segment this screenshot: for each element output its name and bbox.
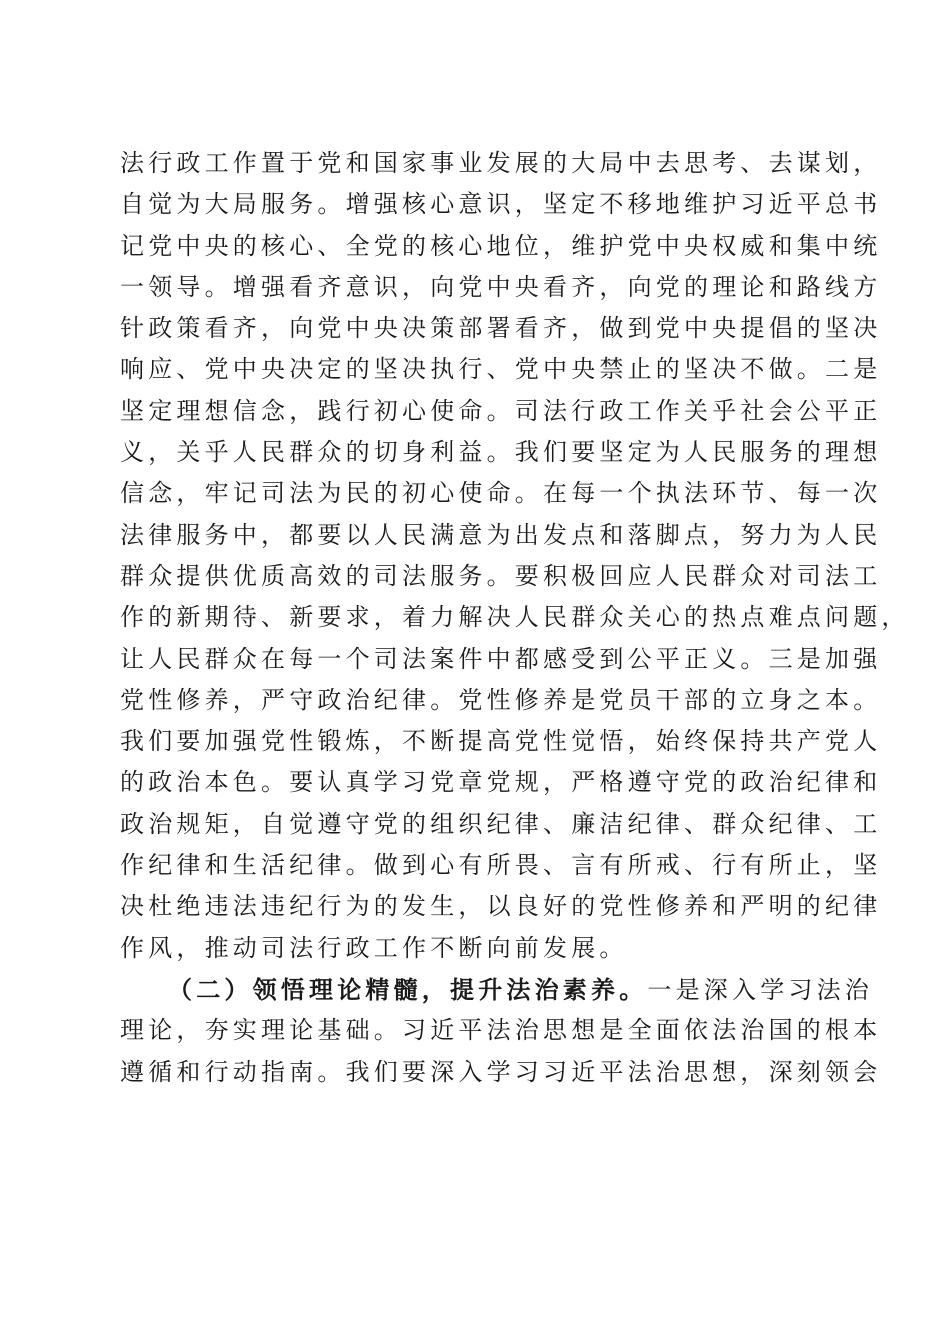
text-line: 我们要加强党性锻炼，不断提高党性觉悟，始终保持共产党人 — [120, 727, 882, 756]
text-line: 记党中央的核心、全党的核心地位，维护党中央权威和集中统 — [120, 231, 882, 260]
text-line: 针政策看齐，向党中央决策部署看齐，做到党中央提倡的坚决 — [120, 314, 882, 343]
text-line: 自觉为大局服务。增强核心意识，坚定不移地维护习近平总书 — [120, 190, 882, 219]
text-line: 作的新期待、新要求，着力解决人民群众关心的热点难点问题， — [120, 603, 910, 632]
text-line: 作风，推动司法行政工作不断向前发展。 — [120, 933, 628, 962]
text-line: 作纪律和生活纪律。做到心有所畏、言有所戒、行有所止，坚 — [120, 851, 882, 880]
text-line: 政治规矩，自觉遵守党的组织纪律、廉洁纪律、群众纪律、工 — [120, 809, 882, 838]
text-line: 群众提供优质高效的司法服务。要积极回应人民群众对司法工 — [120, 561, 882, 590]
text-line: 遵循和行动指南。我们要深入学习习近平法治思想，深刻领会 — [120, 1057, 882, 1086]
text-line: 坚定理想信念，践行初心使命。司法行政工作关乎社会公平正 — [120, 396, 882, 425]
text-line: 让人民群众在每一个司法案件中都感受到公平正义。三是加强 — [120, 644, 882, 673]
text-line: 法律服务中，都要以人民满意为出发点和落脚点，努力为人民 — [120, 520, 882, 549]
document-page — [120, 143, 910, 1093]
section-heading: （二）领悟理论精髓，提升法治素养。 — [168, 974, 648, 1004]
section-text: 一是深入学习法治 — [647, 975, 874, 1004]
section-heading-line — [120, 969, 874, 1010]
text-line: 信念，牢记司法为民的初心使命。在每一个执法环节、每一次 — [120, 479, 882, 508]
text-line: 的政治本色。要认真学习党章党规，严格遵守党的政治纪律和 — [120, 768, 882, 797]
text-line: 理论，夯实理论基础。习近平法治思想是全面依法治国的根本 — [120, 1016, 882, 1045]
text-line: 党性修养，严守政治纪律。党性修养是党员干部的立身之本。 — [120, 685, 882, 714]
text-line: 法行政工作置于党和国家事业发展的大局中去思考、去谋划， — [120, 149, 882, 177]
text-line: 响应、党中央决定的坚决执行、党中央禁止的坚决不做。二是 — [120, 355, 882, 384]
text-line: 一领导。增强看齐意识，向党中央看齐，向党的理论和路线方 — [120, 272, 882, 301]
text-line: 决杜绝违法违纪行为的发生，以良好的党性修养和严明的纪律 — [120, 892, 882, 921]
text-line: 义，关乎人民群众的切身利益。我们要坚定为人民服务的理想 — [120, 438, 882, 467]
